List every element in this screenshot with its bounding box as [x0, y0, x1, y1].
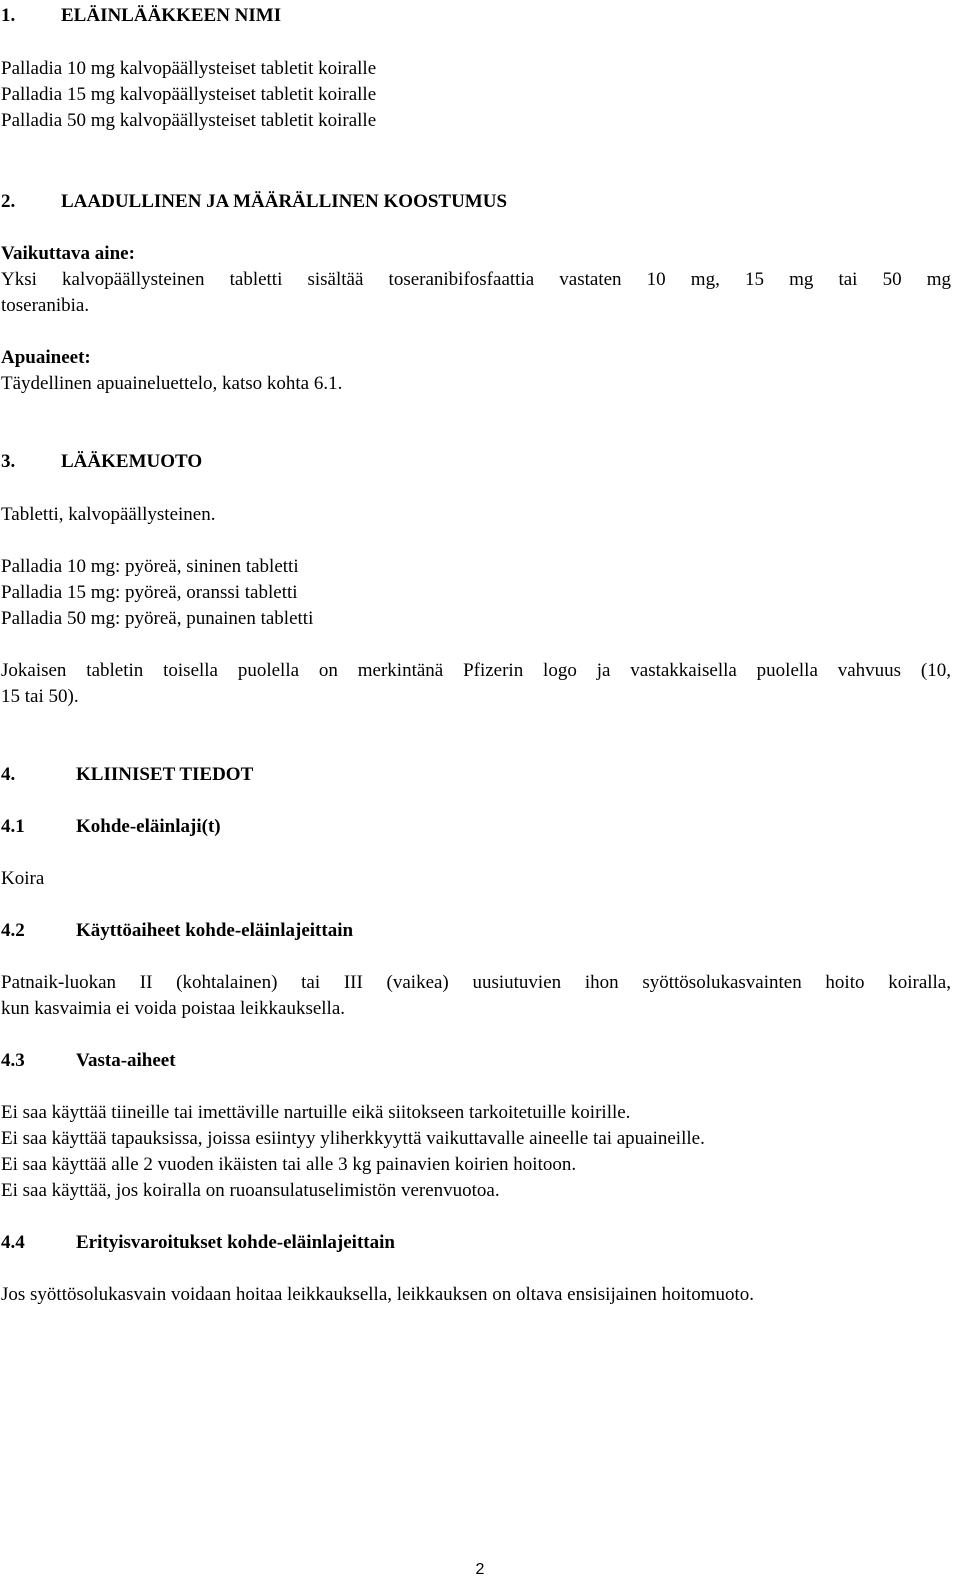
section-3-heading	[1, 449, 951, 475]
section-2-heading	[1, 189, 951, 215]
indications	[1, 970, 951, 1022]
section-number: 4.	[1, 764, 16, 785]
indications-text: kun kasvaimia ei voida poistaa leikkauksella.	[1, 998, 346, 1019]
section-4-heading	[1, 762, 951, 788]
subsection-number: 4.2	[1, 920, 25, 941]
subsection-title: Kohde-eläinlaji(t)	[76, 816, 221, 837]
composition-block	[1, 241, 951, 319]
active-substance-text: toseranibia.	[1, 295, 90, 316]
page-number: 2	[475, 1561, 485, 1578]
subsection-title: Käyttöaiheet kohde-eläinlajeittain	[76, 920, 354, 941]
product-name-line: Palladia 10 mg kalvopäällysteiset tabletit koiralle	[1, 58, 377, 79]
document-page	[1, 3, 951, 1308]
subsection-4-4-heading	[1, 1230, 951, 1256]
active-substance-text: Yksi kalvopäällysteinen tabletti sisältää toseranibifosfaattia vastaten 10 mg, 15 mg tai 50 mg	[1, 269, 951, 290]
subsection-4-3-heading	[1, 1048, 951, 1074]
marking-text: 15 tai 50).	[1, 686, 79, 707]
active-substance-label: Vaikuttava aine:	[1, 243, 135, 264]
contraindication-line: Ei saa käyttää alle 2 vuoden ikäisten tai alle 3 kg painavien koirien hoitoon.	[1, 1154, 577, 1175]
section-number: 2.	[1, 191, 16, 212]
excipients-block	[1, 345, 951, 397]
section-title: ELÄINLÄÄKKEEN NIMI	[61, 5, 282, 26]
excipients-label: Apuaineet:	[1, 347, 91, 368]
special-warnings	[1, 1282, 951, 1308]
product-name-line: Palladia 15 mg kalvopäällysteiset tabletit koiralle	[1, 84, 377, 105]
tablet-marking	[1, 658, 951, 710]
section-title: KLIINISET TIEDOT	[76, 764, 254, 785]
section-1-heading	[1, 3, 951, 29]
subsection-number: 4.3	[1, 1050, 25, 1071]
contraindications	[1, 1100, 951, 1204]
contraindication-line: Ei saa käyttää, jos koiralla on ruoansulatuselimistön verenvuotoa.	[1, 1180, 500, 1201]
tablet-description-line: Palladia 15 mg: pyöreä, oranssi tabletti	[1, 582, 298, 603]
excipients-text: Täydellinen apuaineluettelo, katso kohta 6.1.	[1, 373, 343, 394]
section-number: 3.	[1, 451, 16, 472]
contraindication-line: Ei saa käyttää tiineille tai imettäville nartuille eikä siitokseen tarkoitetuille koirille.	[1, 1102, 631, 1123]
contraindication-line: Ei saa käyttää tapauksissa, joissa esiintyy yliherkkyyttä vaikuttavalle aineelle tai apuaineille.	[1, 1128, 705, 1149]
tablet-description-line: Palladia 10 mg: pyöreä, sininen tabletti	[1, 556, 299, 577]
product-names	[1, 56, 951, 134]
subsection-number: 4.1	[1, 816, 25, 837]
tablet-description-line: Palladia 50 mg: pyöreä, punainen tabletti	[1, 608, 314, 629]
tablet-descriptions	[1, 554, 951, 632]
target-species	[1, 866, 951, 892]
section-title: LÄÄKEMUOTO	[61, 451, 203, 472]
subsection-number: 4.4	[1, 1232, 25, 1253]
subsection-title: Erityisvaroitukset kohde-eläinlajeittain	[76, 1232, 395, 1253]
product-name-line: Palladia 50 mg kalvopäällysteiset tabletit koiralle	[1, 110, 377, 131]
form-text: Tabletti, kalvopäällysteinen.	[1, 504, 216, 525]
indications-text: Patnaik-luokan II (kohtalainen) tai III (vaikea) uusiutuvien ihon syöttösolukasvainten hoito koiralla,	[1, 972, 951, 993]
pharmaceutical-form	[1, 502, 951, 528]
section-number: 1.	[1, 5, 16, 26]
marking-text: Jokaisen tabletin toisella puolella on merkintänä Pfizerin logo ja vastakkaisella puolella vahvuus (10,	[1, 660, 951, 681]
subsection-4-2-heading	[1, 918, 951, 944]
subsection-title: Vasta-aiheet	[76, 1050, 176, 1071]
target-species-text: Koira	[1, 868, 45, 889]
special-warnings-text: Jos syöttösolukasvain voidaan hoitaa leikkauksella, leikkauksen on oltava ensisijainen hoitomuoto.	[1, 1284, 755, 1305]
subsection-4-1-heading	[1, 814, 951, 840]
section-title: LAADULLINEN JA MÄÄRÄLLINEN KOOSTUMUS	[61, 191, 508, 212]
